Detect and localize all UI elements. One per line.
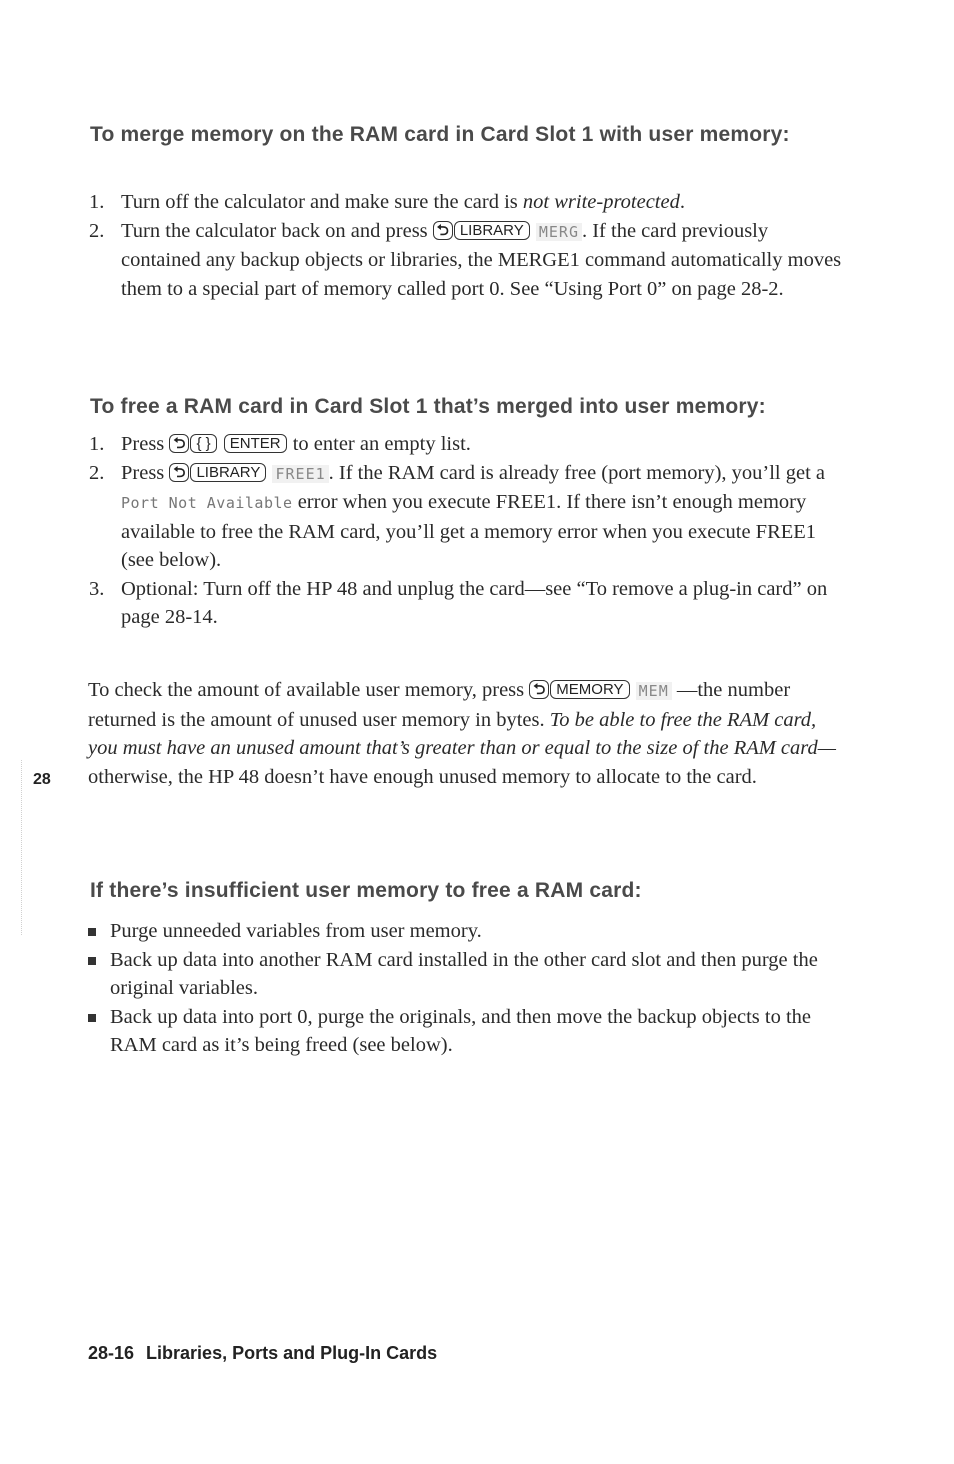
bullet-square-icon [88, 957, 96, 965]
list-item-text: Purge unneeded variables from user memory. [110, 920, 482, 942]
left-shift-key-icon: ⮌ [433, 221, 453, 240]
section-heading-insufficient-memory: If there’s insufficient user memory to free a RAM card: [90, 879, 642, 902]
footer-title: Libraries, Ports and Plug-In Cards [146, 1343, 438, 1363]
step-text-rest: . If the card previously contained any backup objects or libraries, the MERGE1 command automatically moves them to a special part of memory called port 0. See “Using Port 0” on page 28-2. [121, 219, 842, 300]
page-footer [88, 1343, 437, 1364]
section-heading-merge-memory: To merge memory on the RAM card in Card Slot 1 with user memory: [90, 123, 790, 146]
para-text-end: otherwise, the HP 48 doesn’t have enough unused memory to allocate to the card. [88, 765, 757, 788]
step-text: Turn the calculator back on and press [121, 219, 428, 242]
list-item [88, 946, 848, 1003]
step-text: Optional: Turn off the HP 48 and unplug the card—see “To remove a plug-in card” on page 28-14. [121, 577, 828, 628]
free1-menu-label: FREE1 [272, 465, 328, 483]
merge-step-2 [88, 217, 848, 304]
free-step-3 [88, 575, 848, 632]
insufficient-memory-list [88, 917, 848, 1060]
para-emphasis: To be able to free the RAM card, you must have an unused amount that’s greater than or equal to the size of the RAM card— [88, 708, 836, 759]
list-item [88, 917, 848, 946]
step-text: Press [121, 433, 165, 455]
merge-step-1 [88, 188, 848, 217]
step-number: 2. [89, 461, 105, 484]
check-memory-paragraph [88, 676, 848, 791]
merge-steps-list [88, 188, 848, 303]
mem-menu-label: MEM [636, 682, 672, 700]
step-text: Turn off the calculator and make sure the card is [121, 191, 523, 213]
list-item [88, 1003, 848, 1060]
left-shift-key-icon: ⮌ [169, 434, 189, 453]
free-step-1 [88, 430, 848, 459]
step-text-rest: to enter an empty list. [287, 433, 471, 455]
left-shift-key-icon: ⮌ [529, 680, 549, 699]
step-number: 1. [89, 433, 105, 455]
free-steps-list [88, 430, 848, 632]
merg-menu-label: MERG [536, 223, 582, 241]
free-step-2 [88, 459, 848, 575]
list-item-text: Back up data into port 0, purge the originals, and then move the backup objects to the RAM card as it’s being freed (see below). [110, 1005, 812, 1056]
bullet-square-icon [88, 1014, 96, 1022]
footer-page-number: 28-16 [88, 1343, 135, 1363]
enter-key: ENTER [224, 434, 287, 453]
library-key: LIBRARY [454, 221, 530, 240]
para-text-mid: —the number returned is the amount of unused user memory in bytes. [88, 679, 791, 731]
chapter-tab-number: 28 [33, 771, 51, 788]
memory-key: MEMORY [550, 680, 629, 699]
step-text: Press [121, 461, 165, 484]
step-number: 2. [89, 219, 105, 242]
left-shift-key-icon: ⮌ [169, 463, 189, 482]
step-text-end: . [679, 191, 685, 213]
section-heading-free-ram-card: To free a RAM card in Card Slot 1 that’s merged into user memory: [90, 395, 766, 418]
step-number: 3. [89, 577, 105, 600]
list-item-text: Back up data into another RAM card installed in the other card slot and then purge the original variables. [110, 948, 818, 999]
step-number: 1. [89, 191, 105, 213]
step-emphasis: not write-protected [522, 191, 680, 213]
library-key: LIBRARY [190, 463, 266, 482]
para-text-pre: To check the amount of available user memory, press [88, 679, 530, 701]
step-text-mid: . If the RAM card is already free (port memory), you’ll get a [328, 461, 826, 484]
braces-key: { } [190, 434, 216, 453]
chapter-tab-rule [21, 760, 22, 935]
bullet-square-icon [88, 928, 96, 936]
port-not-available-message: Port Not Available [121, 494, 293, 512]
step-text-rest: error when you execute FREE1. If there isn’t enough memory available to free the RAM card, you’ll get a memory error when you execute FREE1 (see below). [121, 491, 817, 571]
